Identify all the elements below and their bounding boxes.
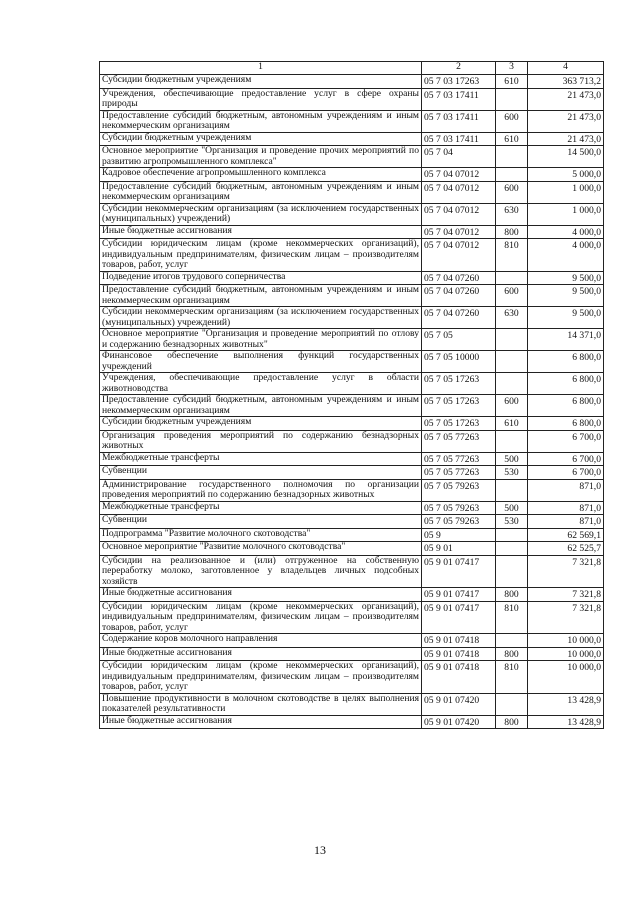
table-row xyxy=(100,75,604,89)
header-row xyxy=(100,62,604,75)
budget-table xyxy=(99,61,604,729)
row-name: Субвенции xyxy=(100,515,422,529)
row-code: 05 7 05 79263 xyxy=(422,479,496,501)
table-row xyxy=(100,203,604,225)
row-type: 800 xyxy=(496,647,528,661)
row-name: Подпрограмма "Развитие молочного скотоводства" xyxy=(100,528,422,542)
row-name: Субсидии бюджетным учреждениям xyxy=(100,417,422,431)
table-row xyxy=(100,329,604,351)
table-row xyxy=(100,351,604,373)
row-type: 530 xyxy=(496,515,528,529)
row-code: 05 7 03 17411 xyxy=(422,110,496,132)
row-name: Основное мероприятие "Организация и проведение мероприятий по отлову и содержанию безнадзорных животных" xyxy=(100,329,422,351)
row-name: Предоставление субсидий бюджетным, автономным учреждениям и иным некоммерческим организациям xyxy=(100,285,422,307)
row-code: 05 7 04 07012 xyxy=(422,181,496,203)
row-code: 05 9 01 07418 xyxy=(422,661,496,694)
row-name: Субсидии бюджетным учреждениям xyxy=(100,132,422,146)
row-amount: 4 000,0 xyxy=(528,225,604,239)
row-amount: 1 000,0 xyxy=(528,203,604,225)
row-name: Учреждения, обеспечивающие предоставление услуг в сфере охраны природы xyxy=(100,88,422,110)
row-amount: 13 428,9 xyxy=(528,715,604,729)
row-name: Администрирование государственного полномочия по организации проведения мероприятий по содержанию безнадзорных животных xyxy=(100,479,422,501)
table-row xyxy=(100,307,604,329)
row-type: 630 xyxy=(496,203,528,225)
table-row xyxy=(100,466,604,480)
row-type xyxy=(496,555,528,588)
row-type xyxy=(496,373,528,395)
table-row xyxy=(100,430,604,452)
row-name: Предоставление субсидий бюджетным, автономным учреждениям и иным некоммерческим организациям xyxy=(100,181,422,203)
table-row xyxy=(100,110,604,132)
row-name: Основное мероприятие "Развитие молочного скотоводства" xyxy=(100,542,422,556)
row-type xyxy=(496,542,528,556)
row-amount: 871,0 xyxy=(528,515,604,529)
row-amount: 871,0 xyxy=(528,479,604,501)
row-code: 05 7 04 07260 xyxy=(422,285,496,307)
row-code: 05 9 01 07417 xyxy=(422,601,496,634)
row-name: Субвенции xyxy=(100,466,422,480)
row-type xyxy=(496,146,528,168)
row-code: 05 7 05 77263 xyxy=(422,430,496,452)
row-amount: 21 473,0 xyxy=(528,88,604,110)
row-amount: 9 500,0 xyxy=(528,307,604,329)
row-name: Предоставление субсидий бюджетным, автономным учреждениям и иным некоммерческим организациям xyxy=(100,395,422,417)
row-amount: 1 000,0 xyxy=(528,181,604,203)
row-amount: 6 800,0 xyxy=(528,417,604,431)
row-code: 05 7 05 17263 xyxy=(422,417,496,431)
header-col-2: 2 xyxy=(422,62,496,75)
row-name: Финансовое обеспечение выполнения функций государственных учреждений xyxy=(100,351,422,373)
row-type: 810 xyxy=(496,661,528,694)
row-amount: 4 000,0 xyxy=(528,239,604,272)
table-row xyxy=(100,634,604,648)
row-amount: 9 500,0 xyxy=(528,285,604,307)
header-col-3: 3 xyxy=(496,62,528,75)
row-code: 05 7 04 07260 xyxy=(422,271,496,285)
table-row xyxy=(100,373,604,395)
row-name: Предоставление субсидий бюджетным, автономным учреждениям и иным некоммерческим организациям xyxy=(100,110,422,132)
row-type: 800 xyxy=(496,715,528,729)
table-row xyxy=(100,181,604,203)
row-name: Кадровое обеспечение агропромышленного комплекса xyxy=(100,168,422,182)
table-row xyxy=(100,588,604,602)
row-name: Подведение итогов трудового соперничества xyxy=(100,271,422,285)
row-code: 05 9 xyxy=(422,528,496,542)
row-code: 05 9 01 07420 xyxy=(422,693,496,715)
table-row xyxy=(100,239,604,272)
table-row xyxy=(100,88,604,110)
table-body xyxy=(100,62,604,729)
row-type: 600 xyxy=(496,395,528,417)
row-name: Субсидии на реализованное и (или) отгруженное на собственную переработку молоко, заготовленное у владельцев личных подсобных хозяйств xyxy=(100,555,422,588)
row-code: 05 7 03 17263 xyxy=(422,75,496,89)
table-row xyxy=(100,132,604,146)
row-amount: 14 500,0 xyxy=(528,146,604,168)
row-code: 05 7 05 17263 xyxy=(422,395,496,417)
row-name: Иные бюджетные ассигнования xyxy=(100,715,422,729)
row-code: 05 9 01 07418 xyxy=(422,647,496,661)
row-name: Субсидии бюджетным учреждениям xyxy=(100,75,422,89)
table-row xyxy=(100,452,604,466)
row-name: Субсидии юридическим лицам (кроме некоммерческих организаций), индивидуальным предпринимателям, физическим лицам – производителям товаров, работ, услуг xyxy=(100,239,422,272)
row-type: 810 xyxy=(496,601,528,634)
row-type xyxy=(496,88,528,110)
row-amount: 6 800,0 xyxy=(528,351,604,373)
row-amount: 6 700,0 xyxy=(528,452,604,466)
row-code: 05 7 05 77263 xyxy=(422,452,496,466)
row-name: Субсидии некоммерческим организациям (за исключением государственных (муниципальных) учреждений) xyxy=(100,307,422,329)
row-name: Иные бюджетные ассигнования xyxy=(100,588,422,602)
table-row xyxy=(100,501,604,515)
table-row xyxy=(100,271,604,285)
table-row xyxy=(100,168,604,182)
row-type: 530 xyxy=(496,466,528,480)
header-col-4: 4 xyxy=(528,62,604,75)
row-type: 600 xyxy=(496,285,528,307)
table-row xyxy=(100,515,604,529)
row-name: Субсидии юридическим лицам (кроме некоммерческих организаций), индивидуальным предпринимателям, физическим лицам – производителям товаров, работ, услуг xyxy=(100,661,422,694)
row-amount: 7 321,8 xyxy=(528,601,604,634)
row-code: 05 7 05 79263 xyxy=(422,515,496,529)
row-code: 05 7 04 07012 xyxy=(422,225,496,239)
row-amount: 10 000,0 xyxy=(528,634,604,648)
row-code: 05 7 04 07012 xyxy=(422,203,496,225)
table-row xyxy=(100,661,604,694)
row-type xyxy=(496,168,528,182)
row-code: 05 9 01 07417 xyxy=(422,555,496,588)
row-name: Основное мероприятие "Организация и проведение прочих мероприятий по развитию агропромышленного комплекса" xyxy=(100,146,422,168)
table-row xyxy=(100,528,604,542)
row-type: 600 xyxy=(496,181,528,203)
row-type: 610 xyxy=(496,75,528,89)
row-name: Организация проведения мероприятий по содержанию безнадзорных животных xyxy=(100,430,422,452)
row-type xyxy=(496,329,528,351)
row-amount: 871,0 xyxy=(528,501,604,515)
row-code: 05 7 05 10000 xyxy=(422,351,496,373)
row-type: 810 xyxy=(496,239,528,272)
table-row xyxy=(100,146,604,168)
row-name: Повышение продуктивности в молочном скотоводстве в целях выполнения показателей результативности xyxy=(100,693,422,715)
row-amount: 62 525,7 xyxy=(528,542,604,556)
row-type: 610 xyxy=(496,132,528,146)
row-code: 05 9 01 07417 xyxy=(422,588,496,602)
row-type xyxy=(496,430,528,452)
row-code: 05 7 05 79263 xyxy=(422,501,496,515)
row-amount: 6 800,0 xyxy=(528,395,604,417)
row-code: 05 7 04 xyxy=(422,146,496,168)
row-code: 05 9 01 xyxy=(422,542,496,556)
row-name: Межбюджетные трансферты xyxy=(100,501,422,515)
header-col-1: 1 xyxy=(100,62,422,75)
row-amount: 6 700,0 xyxy=(528,466,604,480)
row-name: Субсидии некоммерческим организациям (за исключением государственных (муниципальных) учреждений) xyxy=(100,203,422,225)
table-row xyxy=(100,542,604,556)
row-type xyxy=(496,528,528,542)
row-amount: 21 473,0 xyxy=(528,110,604,132)
row-code: 05 7 03 17411 xyxy=(422,132,496,146)
row-amount: 14 371,0 xyxy=(528,329,604,351)
row-amount: 5 000,0 xyxy=(528,168,604,182)
row-type xyxy=(496,634,528,648)
row-type: 800 xyxy=(496,225,528,239)
row-type xyxy=(496,693,528,715)
row-code: 05 7 04 07012 xyxy=(422,239,496,272)
row-amount: 13 428,9 xyxy=(528,693,604,715)
table-row xyxy=(100,555,604,588)
row-amount: 6 800,0 xyxy=(528,373,604,395)
row-amount: 9 500,0 xyxy=(528,271,604,285)
row-type xyxy=(496,351,528,373)
row-code: 05 7 04 07012 xyxy=(422,168,496,182)
row-code: 05 7 03 17411 xyxy=(422,88,496,110)
row-type xyxy=(496,271,528,285)
table-row xyxy=(100,715,604,729)
row-type: 500 xyxy=(496,452,528,466)
row-code: 05 9 01 07420 xyxy=(422,715,496,729)
row-code: 05 7 05 17263 xyxy=(422,373,496,395)
table-row xyxy=(100,693,604,715)
row-code: 05 9 01 07418 xyxy=(422,634,496,648)
row-name: Иные бюджетные ассигнования xyxy=(100,647,422,661)
row-code: 05 7 04 07260 xyxy=(422,307,496,329)
row-amount: 7 321,8 xyxy=(528,555,604,588)
row-code: 05 7 05 xyxy=(422,329,496,351)
table-row xyxy=(100,285,604,307)
row-name: Иные бюджетные ассигнования xyxy=(100,225,422,239)
row-amount: 62 569,1 xyxy=(528,528,604,542)
row-type xyxy=(496,479,528,501)
table-row xyxy=(100,225,604,239)
page-number: 13 xyxy=(314,843,326,857)
table-row xyxy=(100,395,604,417)
row-name: Субсидии юридическим лицам (кроме некоммерческих организаций), индивидуальным предпринимателям, физическим лицам – производителям товаров, работ, услуг xyxy=(100,601,422,634)
row-type: 610 xyxy=(496,417,528,431)
row-type: 600 xyxy=(496,110,528,132)
row-amount: 6 700,0 xyxy=(528,430,604,452)
row-type: 800 xyxy=(496,588,528,602)
row-name: Содержание коров молочного направления xyxy=(100,634,422,648)
row-amount: 10 000,0 xyxy=(528,661,604,694)
table-row xyxy=(100,479,604,501)
table-row xyxy=(100,647,604,661)
row-type: 630 xyxy=(496,307,528,329)
row-code: 05 7 05 77263 xyxy=(422,466,496,480)
table-row xyxy=(100,417,604,431)
row-amount: 10 000,0 xyxy=(528,647,604,661)
row-name: Учреждения, обеспечивающие предоставление услуг в области животноводства xyxy=(100,373,422,395)
table-row xyxy=(100,601,604,634)
row-amount: 21 473,0 xyxy=(528,132,604,146)
row-amount: 7 321,8 xyxy=(528,588,604,602)
row-type: 500 xyxy=(496,501,528,515)
row-amount: 363 713,2 xyxy=(528,75,604,89)
row-name: Межбюджетные трансферты xyxy=(100,452,422,466)
